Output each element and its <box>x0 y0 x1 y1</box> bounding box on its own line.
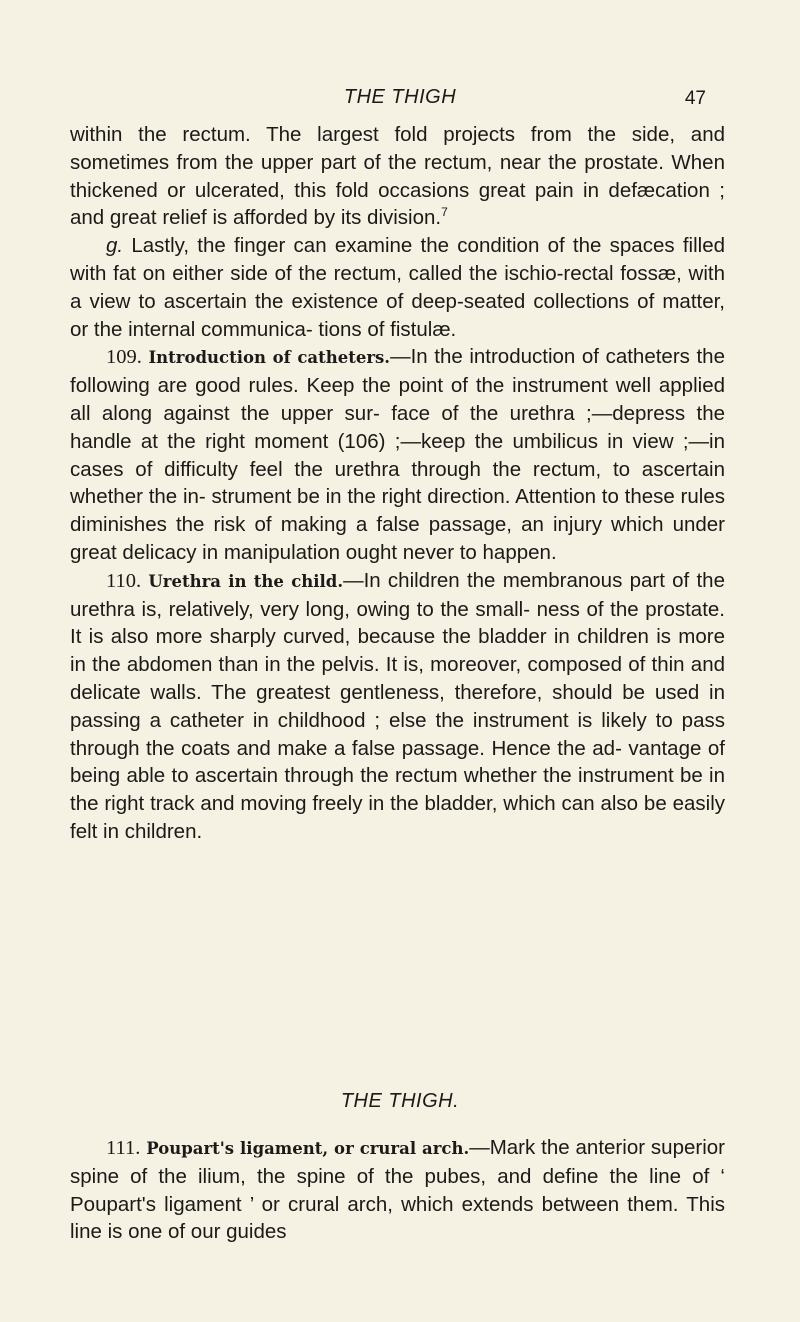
footnote-marker: 7 <box>441 205 448 220</box>
paragraph-g <box>70 232 725 343</box>
section-text: —In children the membranous part of the urethra is, relatively, very long, owing to the small- ness of the prostate. It is also more sharply curved, because the bladder in children is more in the abdomen than in the pelvis. It is, moreover, composed of thin and delicate walls. The greatest gentleness, therefore, should be used in passing a catheter in childhood ; else the instrument is likely to pass through the coats and make a false passage. Hence the ad- vantage of being able to ascertain through the rectum whether the instrument be in the right track and moving freely in the bladder, which can also be easily felt in children. <box>70 568 725 843</box>
section-text: —In the introduction of catheters the following are good rules. Keep the point of the instrument well applied all along against the upper sur- face of the urethra ;—depress the handle at the right moment (106) ;—keep the umbilicus in view ;—in cases of difficulty feel the urethra through the rectum, to ascertain whether the in- strument be in the right direction. Attention to these rules diminishes the risk of making a false passage, an injury which under great delicacy in manipulation ought never to happen. <box>70 345 725 564</box>
section-heading: Urethra in the child. <box>148 571 344 591</box>
chapter-body-text <box>70 1134 725 1246</box>
paragraph-text: Lastly, the finger can examine the condition of the spaces filled with fat on either side of the rectum, called the ischio-rectal fossæ, with a view to ascertain the existence of deep-seated collections of matter, or the internal communica- tions of fistulæ. <box>70 234 725 341</box>
section-109 <box>70 343 725 566</box>
section-111 <box>70 1134 725 1246</box>
paragraph-text: within the rectum. The largest fold projects from the side, and sometimes from the upper part of the rectum, near the prostate. When thickened or ulcerated, this fold occasions great pain in defæcation ; and great relief is afforded by its division. <box>70 123 725 230</box>
section-number: 110. <box>106 569 142 592</box>
running-title: THE THIGH <box>343 86 457 108</box>
running-header <box>0 86 800 116</box>
body-text <box>70 121 725 846</box>
chapter-title: THE THIGH. <box>340 1090 460 1112</box>
section-heading: Introduction of catheters. <box>148 348 391 368</box>
section-number: 111. <box>106 1137 141 1159</box>
page-number: 47 <box>684 88 706 109</box>
paragraph-label: g. <box>106 234 124 258</box>
section-number: 109. <box>106 346 142 369</box>
section-heading: Poupart's ligament, or crural arch. <box>146 1139 470 1158</box>
section-110 <box>70 567 725 846</box>
paragraph-rectum-fold <box>70 121 725 232</box>
section-text: —Mark the anterior superior spine of the ilium, the spine of the pubes, and define the line of ‘ Poupart's ligament ’ or crural arch, which extends between them. This line is one of our guides <box>70 1136 725 1244</box>
